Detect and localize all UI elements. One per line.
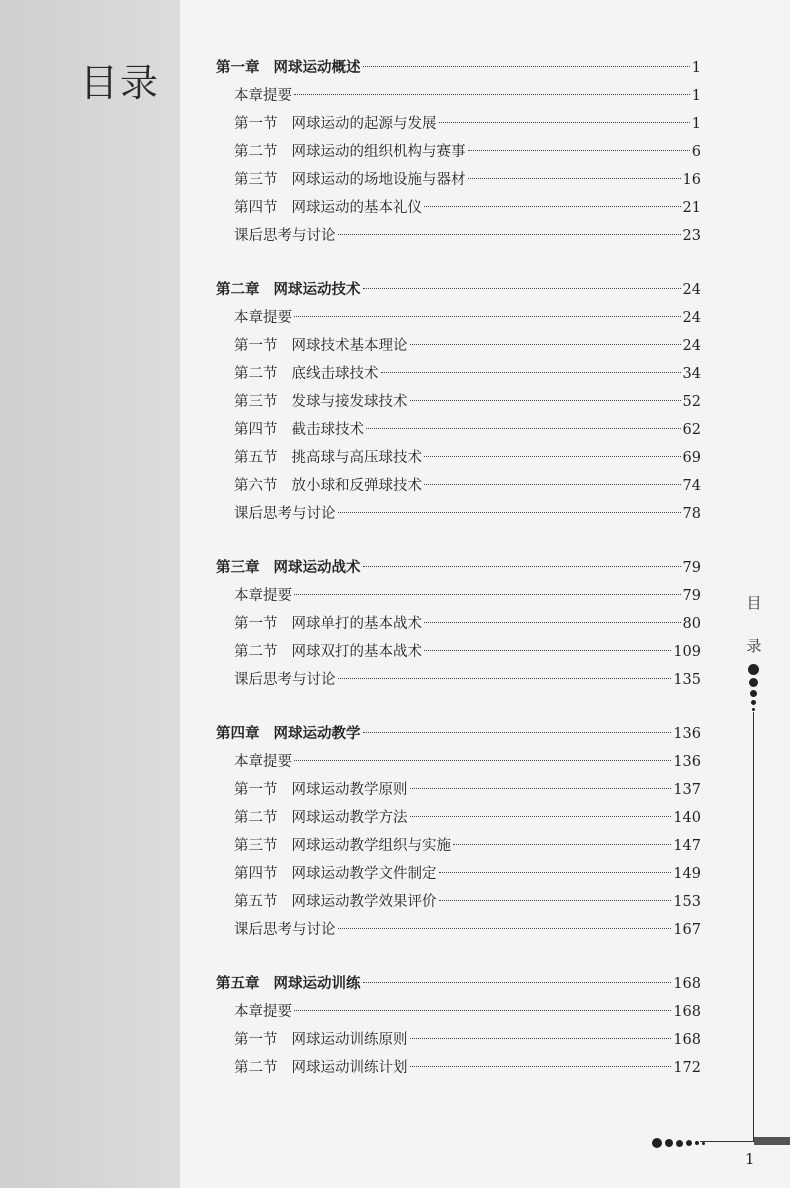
dot-leader (381, 372, 681, 373)
section-page: 1 (691, 116, 701, 132)
section-number: 第一节 (234, 782, 278, 798)
chapter-block (216, 54, 701, 250)
dot-leader (294, 1010, 671, 1011)
section-title: 截击球技术 (291, 422, 364, 438)
dot-leader (410, 1066, 672, 1067)
section-number: 第一节 (234, 338, 278, 354)
chapter-block (216, 720, 701, 944)
section-title: 挑高球与高压球技术 (291, 450, 422, 466)
ornament-dot (750, 690, 757, 697)
section-row (216, 110, 701, 138)
ornament-dot (751, 700, 756, 705)
section-page: 6 (691, 144, 701, 160)
section-title: 网球运动训练计划 (291, 1060, 408, 1076)
ornament-dot (686, 1140, 692, 1146)
ornament-dot (695, 1141, 699, 1145)
section-page: 24 (682, 338, 701, 354)
dot-leader (294, 760, 671, 761)
dot-leader (453, 844, 671, 845)
section-row (216, 1026, 701, 1054)
section-title: 网球运动教学组织与实施 (291, 838, 451, 854)
chapter-title: 网球运动技术 (273, 282, 361, 298)
page-number: 1 (745, 1150, 755, 1168)
section-number: 第二节 (234, 810, 278, 826)
section-row (216, 804, 701, 832)
section-title: 课后思考与讨论 (234, 506, 336, 522)
section-number: 第二节 (234, 144, 278, 160)
dot-leader (410, 788, 672, 789)
section-number: 第五节 (234, 894, 278, 910)
chapter-page: 1 (691, 60, 701, 76)
section-row (216, 332, 701, 360)
section-row (216, 638, 701, 666)
section-title: 网球运动的起源与发展 (291, 116, 437, 132)
dot-leader (363, 732, 672, 733)
chapter-row (216, 54, 701, 82)
dot-leader (424, 456, 681, 457)
chapter-number: 第四章 (216, 726, 260, 742)
section-title: 课后思考与讨论 (234, 228, 336, 244)
section-title: 课后思考与讨论 (234, 922, 336, 938)
section-page: 23 (682, 228, 701, 244)
section-page: 168 (673, 1032, 701, 1048)
dot-leader (338, 512, 681, 513)
section-number: 第一节 (234, 616, 278, 632)
section-row (216, 82, 701, 110)
section-page: 147 (673, 838, 701, 854)
section-number: 第四节 (234, 422, 278, 438)
side-tab-char: 录 (746, 637, 762, 655)
section-title: 本章提要 (234, 1004, 292, 1020)
chapter-number: 第三章 (216, 560, 260, 576)
dot-leader (338, 928, 672, 929)
dot-leader (294, 594, 681, 595)
section-title: 网球技术基本理论 (291, 338, 408, 354)
section-number: 第一节 (234, 1032, 278, 1048)
section-row (216, 416, 701, 444)
section-title: 本章提要 (234, 310, 292, 326)
section-page: 167 (673, 922, 701, 938)
section-row (216, 610, 701, 638)
section-row (216, 748, 701, 776)
section-number: 第四节 (234, 200, 278, 216)
ornament-dot (652, 1138, 662, 1148)
chapter-page: 168 (673, 976, 701, 992)
dot-leader (410, 400, 681, 401)
section-page: 172 (673, 1060, 701, 1076)
section-row (216, 582, 701, 610)
section-row (216, 360, 701, 388)
dot-leader (424, 484, 681, 485)
chapter-page: 136 (673, 726, 701, 742)
section-page: 168 (673, 1004, 701, 1020)
dot-leader (338, 678, 672, 679)
section-number: 第六节 (234, 478, 278, 494)
dot-leader (410, 344, 681, 345)
section-page: 16 (682, 172, 701, 188)
section-title: 网球运动教学原则 (291, 782, 408, 798)
dot-leader (338, 234, 681, 235)
chapter-title: 网球运动教学 (273, 726, 361, 742)
dot-leader (424, 650, 671, 651)
section-title: 发球与接发球技术 (291, 394, 408, 410)
dot-leader (363, 66, 690, 67)
chapter-row (216, 554, 701, 582)
dot-leader (468, 150, 690, 151)
chapter-block (216, 970, 701, 1082)
chapter-block (216, 276, 701, 528)
section-number: 第四节 (234, 866, 278, 882)
section-title: 网球双打的基本战术 (291, 644, 422, 660)
dot-leader (294, 316, 681, 317)
dot-leader (410, 1038, 672, 1039)
section-number: 第二节 (234, 1060, 278, 1076)
section-row (216, 472, 701, 500)
section-title: 网球运动的基本礼仪 (291, 200, 422, 216)
chapter-title: 网球运动训练 (273, 976, 361, 992)
chapter-row (216, 276, 701, 304)
section-title: 网球运动教学方法 (291, 810, 408, 826)
section-row (216, 916, 701, 944)
section-page: 79 (682, 588, 701, 604)
section-row (216, 388, 701, 416)
section-number: 第二节 (234, 644, 278, 660)
section-page: 80 (682, 616, 701, 632)
section-page: 1 (691, 88, 701, 104)
section-page: 74 (682, 478, 701, 494)
section-number: 第三节 (234, 838, 278, 854)
dot-leader (468, 178, 681, 179)
dot-leader (363, 982, 672, 983)
section-row (216, 444, 701, 472)
vertical-rule (753, 712, 754, 1142)
corner-bar (754, 1137, 790, 1145)
section-page: 78 (682, 506, 701, 522)
section-number: 第五节 (234, 450, 278, 466)
chapter-number: 第五章 (216, 976, 260, 992)
dot-leader (363, 288, 681, 289)
chapter-page: 24 (682, 282, 701, 298)
dot-leader (439, 872, 672, 873)
section-title: 放小球和反弹球技术 (291, 478, 422, 494)
chapter-title: 网球运动战术 (273, 560, 361, 576)
section-title: 底线击球技术 (291, 366, 379, 382)
section-number: 第三节 (234, 394, 278, 410)
dot-leader (410, 816, 672, 817)
section-row (216, 304, 701, 332)
section-row (216, 888, 701, 916)
side-tab-char: 目 (746, 594, 762, 612)
section-title: 网球单打的基本战术 (291, 616, 422, 632)
dot-leader (439, 122, 690, 123)
section-row (216, 500, 701, 528)
section-row (216, 138, 701, 166)
section-page: 140 (673, 810, 701, 826)
section-row (216, 860, 701, 888)
section-page: 62 (682, 422, 701, 438)
section-page: 149 (673, 866, 701, 882)
section-title: 网球运动的组织机构与赛事 (291, 144, 466, 160)
ornament-dot (748, 664, 759, 675)
section-title: 本章提要 (234, 754, 292, 770)
section-row (216, 998, 701, 1026)
section-title: 课后思考与讨论 (234, 672, 336, 688)
horizontal-rule (700, 1141, 754, 1142)
chapter-number: 第二章 (216, 282, 260, 298)
section-page: 136 (673, 754, 701, 770)
dot-leader (424, 206, 681, 207)
dot-leader (439, 900, 672, 901)
dot-leader (366, 428, 681, 429)
section-number: 第三节 (234, 172, 278, 188)
section-page: 137 (673, 782, 701, 798)
chapter-row (216, 970, 701, 998)
section-title: 网球运动教学效果评价 (291, 894, 437, 910)
section-number: 第一节 (234, 116, 278, 132)
section-row (216, 666, 701, 694)
dot-leader (294, 94, 690, 95)
chapter-block (216, 554, 701, 694)
section-number: 第二节 (234, 366, 278, 382)
chapter-title: 网球运动概述 (273, 60, 361, 76)
section-page: 52 (682, 394, 701, 410)
dot-leader (424, 622, 681, 623)
section-title: 网球运动训练原则 (291, 1032, 408, 1048)
page-title: 目录 (80, 61, 161, 105)
chapter-row (216, 720, 701, 748)
section-page: 153 (673, 894, 701, 910)
section-page: 69 (682, 450, 701, 466)
section-row (216, 832, 701, 860)
left-margin-band (0, 0, 180, 1188)
table-of-contents (216, 54, 701, 1108)
section-row (216, 222, 701, 250)
section-page: 34 (682, 366, 701, 382)
section-title: 本章提要 (234, 588, 292, 604)
section-row (216, 166, 701, 194)
section-row (216, 1054, 701, 1082)
chapter-number: 第一章 (216, 60, 260, 76)
section-page: 135 (673, 672, 701, 688)
chapter-page: 79 (682, 560, 701, 576)
ornament-dot (665, 1139, 673, 1147)
section-page: 21 (682, 200, 701, 216)
section-title: 网球运动教学文件制定 (291, 866, 437, 882)
section-page: 24 (682, 310, 701, 326)
dot-leader (363, 566, 681, 567)
section-page: 109 (673, 644, 701, 660)
ornament-dot (676, 1140, 683, 1147)
section-row (216, 194, 701, 222)
section-row (216, 776, 701, 804)
ornament-dot (752, 708, 755, 711)
section-title: 本章提要 (234, 88, 292, 104)
section-title: 网球运动的场地设施与器材 (291, 172, 466, 188)
ornament-dot (749, 678, 758, 687)
